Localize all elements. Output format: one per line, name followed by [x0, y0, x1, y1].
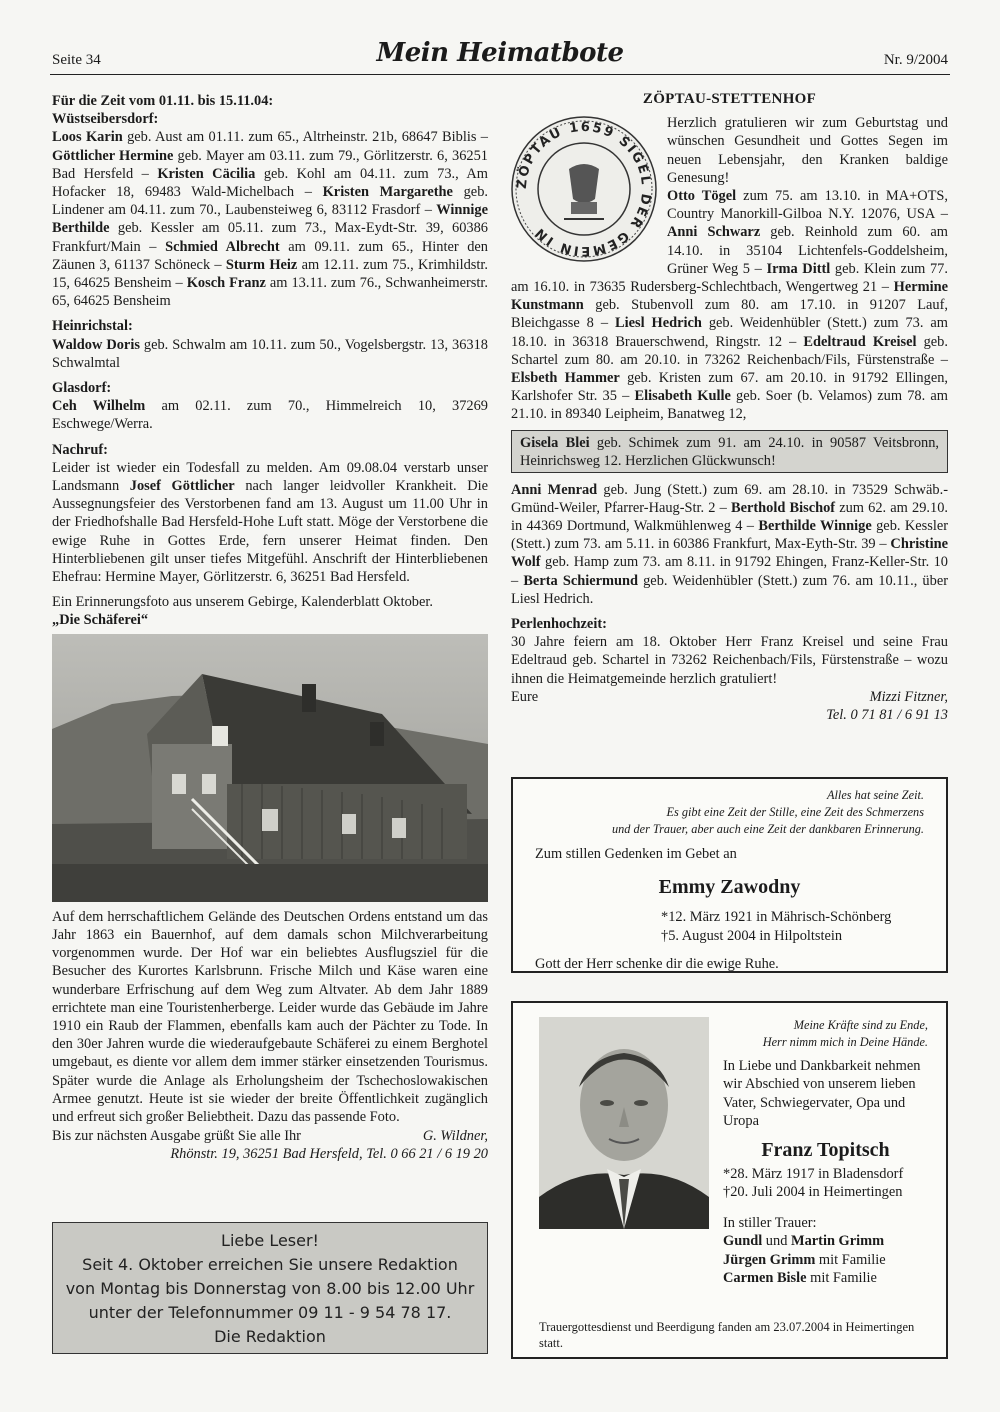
entry-details: geb. Klein zum 77. am 16.10. in 73635 Rudersberg-Schlechtbach, Wengertweg 21 – [511, 260, 948, 296]
notice-line: von Montag bis Donnerstag von 8.00 bis 12.00 Uhr [65, 1279, 475, 1298]
section-heading-glasdorf: Glasdorf: [52, 380, 112, 397]
entry-details: geb. Aust am 01.11. zum 65., Altrheinstr. 21b, 68647 Biblis – [122, 129, 488, 146]
entry-name: Kristen Cäcilia [157, 165, 256, 182]
entry-name: Christine Wolf [511, 536, 948, 571]
seal-lettering: ZÖPTAU 1659 SIGEL DER GEMEIN IN [514, 120, 654, 259]
notice-line: Liebe Leser! [221, 1231, 319, 1250]
entry-details: geb. Weidenhübler (Stett.) zum 73. am 18.10. in 36318 Brauerschwend, Ringstr. 12 – [511, 315, 948, 350]
mourner-row [723, 1269, 928, 1287]
entry-details: am 12.11. zum 75., Krimhildstr. 15, 64625 Bensheim – [52, 256, 488, 292]
closing-word: Eure [511, 688, 539, 705]
mourner-tail: mit Familie [815, 1251, 886, 1268]
birthday-entry-heinrichstal: Waldow Doris geb. Schwalm am 10.11. zum 50., Vogelsbergstr. 13, 36318 Schwalmtal [52, 336, 488, 371]
mourner-names: Carmen Bisle [723, 1270, 807, 1287]
notice-line: unter der Telefonnummer 09 11 - 9 54 78 17. [88, 1303, 452, 1322]
entry-details: geb. Schartel zum 80. am 20.10. in 73262 Reichenbach/Fils, Fürstenstraße – [511, 333, 948, 368]
photo-title: „Die Schäferei“ [52, 612, 149, 629]
perlenhochzeit-text: 30 Jahre feiern am 18. Oktober Herr Franz Kreisel und seine Frau Edeltraud geb. Schartel in 73262 Reichenbach/Fils, Fürstenstraße – wozu ihnen die Heimatgemeinde herzlich gratuliert! [511, 634, 948, 687]
birth-date: *12. März 1921 in Mährisch-Schönberg [661, 909, 892, 925]
entry-details: am 13.11. zum 76., Schwanheimerstr. 65, 64625 Bensheim [52, 275, 488, 310]
header-rule [50, 74, 950, 75]
entry-name: Liesl Hedrich [614, 315, 702, 332]
mourner-names2: Martin Grimm [790, 1233, 885, 1250]
highlight-box: Gisela Blei geb. Schimek zum 91. am 24.10. in 90587 Veitsbronn, Heinrichsweg 12. Herzlichen Glückwunsch! [511, 430, 948, 473]
entry-details: zum 62. am 29.10. in 44369 Dortmund, Walkmühlenweg 4 – [511, 499, 948, 535]
mourners-list [723, 1232, 928, 1287]
obituary-name: Emmy Zawodny [658, 876, 801, 898]
entry-name: Loos Karin [52, 129, 123, 146]
period-heading: Für die Zeit vom 01.11. bis 15.11.04: [52, 93, 274, 109]
obituary-dates [661, 908, 924, 946]
obituary-closing: Gott der Herr schenke dir die ewige Ruhe. [535, 956, 779, 972]
entry-name: Elisabeth Kulle [634, 388, 731, 405]
obituary-franz-topitsch [511, 1001, 948, 1359]
obituary-quote: Alles hat seine Zeit. Es gibt eine Zeit der Stille, eine Zeit des Schmerzens und der Trauer, aber auch eine Zeit der dankbaren Erinnerung. [611, 788, 924, 836]
obituary-emmy-zawodny [511, 777, 948, 973]
entry-details: geb. Jung (Stett.) zum 69. am 28.10. in 73529 Schwäb.-Gmünd-Weiler, Pfarrer-Haug-Str. 2 – [511, 481, 948, 516]
notice-line: Die Redaktion [214, 1327, 326, 1346]
entry-name: Kristen Margarethe [322, 184, 453, 201]
mourning-label: In stiller Trauer: [723, 1214, 817, 1231]
right-column [511, 90, 948, 724]
birthday-entry-glasdorf: Ceh Wilhelm am 02.11. zum 70., Himmelreich 10, 37269 Eschwege/Werra. [52, 398, 488, 433]
signer-name-right: Mizzi Fitzner, [869, 688, 948, 705]
mourner-names: Jürgen Grimm [723, 1251, 816, 1268]
photo-schaeferei [52, 634, 488, 902]
entry-name: Kosch Franz [186, 275, 266, 292]
death-date: †5. August 2004 in Hilpoltstein [661, 928, 843, 944]
town-seal [509, 114, 661, 274]
entry-name: Berta Schiermund [523, 572, 638, 589]
obituary-intro: Zum stillen Gedenken im Gebet an [535, 846, 737, 862]
entry-name: Irma Dittl [766, 260, 831, 277]
entry-details: zum 75. am 13.10. in MA+OTS, Country Manorkill-Gilboa N.Y. 12076, USA – [667, 188, 948, 223]
portrait-photo [539, 1017, 709, 1229]
left-column [52, 92, 488, 1164]
obituary-text: In Liebe und Dankbarkeit nehmen wir Abschied von unserem lieben Vater, Schwiegervater, Opa und Uropa [723, 1058, 921, 1130]
photo-schaeferei-image [52, 634, 488, 902]
greeting: Bis zur nächsten Ausgabe grüßt Sie alle Ihr [52, 1128, 301, 1145]
entry-name: Göttlicher Hermine [52, 147, 174, 164]
signer-tel: Tel. 0 71 81 / 6 91 13 [826, 707, 948, 724]
entry-name: Elsbeth Hammer [511, 370, 620, 387]
mourner-tail: mit Familie [806, 1270, 877, 1287]
entry-details: am 09.11. zum 65., Hinter den Zäunen 3, 61137 Schöneck – [52, 238, 489, 273]
nachruf-text: Leider ist wieder ein Todesfall zu melden. Am 09.08.04 verstarb unser Landsmann Josef Göttlicher nach langer leidvoller Krankheit. Die Aussegnungsfeier des Verstorbenen fand am 13. August um 11.00 Uhr in der Friedhofshalle Bad Hersfeld-Hohe Luft statt. Möge der Verstorbene die ewige Ruhe in Gottes Erde, fern unserer Heimat finden. Den Hinterbliebenen gilt unser tiefes Mitgefühl. Anschrift der Hinterbliebenen Ehefrau: Hermine Mayer, Görlitzerstr. 6, 36251 Bad Hersfeld. [52, 459, 488, 586]
entry-name: Anni Schwarz [667, 224, 761, 241]
intro-text: Herzlich gratulieren wir zum Geburtstag und wünschen Gesundheit und Gottes Segen im neuen Lebensjahr, den Kranken baldige Genesung! [667, 115, 948, 186]
section-heading-heinrichstal: Heinrichstal: [52, 318, 133, 335]
signer-address: Rhönstr. 19, 36251 Bad Hersfeld, Tel. 0 66 21 / 6 19 20 [170, 1146, 488, 1163]
entry-details: geb. Soer (b. Velamos) zum 78. am 21.10. in 89340 Leipheim, Banatweg 12, [511, 388, 948, 423]
mourner-mid: und [762, 1233, 791, 1250]
town-seal-emblem [509, 114, 659, 264]
entry-name: Sturm Heiz [225, 256, 298, 273]
obituary-2-text [723, 1017, 928, 1287]
signature-row [52, 1127, 488, 1145]
birthday-list-zoeptau-2 [511, 481, 948, 608]
entry-details: geb. Hamp zum 73. am 8.11. in 91792 Ehingen, Franz-Keller-Str. 10 – [511, 554, 948, 589]
masthead-logo: Mein Heimatbote [376, 38, 624, 68]
section-heading-nachruf: Nachruf: [52, 441, 108, 458]
entry-name: Schmied Albrecht [165, 238, 280, 255]
signature-row-right [511, 688, 948, 706]
entry-details: geb. Reinhold zum 60. am 14.10. in 35104 Lichtenfels-Goddelsheim, Grüner Weg 5 – [667, 224, 948, 277]
entry-name: Otto Tögel [667, 188, 737, 205]
mourner-row [723, 1232, 928, 1250]
section-title-zoeptau: ZÖPTAU-STETTENHOF [642, 91, 817, 107]
death-date-2: †20. Juli 2004 in Heimertingen [723, 1184, 903, 1201]
entry-details: geb. Kristen zum 67. am 20.10. in 91792 Ellingen, Karlshofer Str. 35 – [511, 370, 948, 405]
mourner-row [723, 1251, 928, 1269]
entry-name: Berthold Bischof [730, 499, 836, 516]
entry-details: geb. Stubenvoll zum 80. am 17.10. in 91207 Lauf, Bleichgasse 8 – [511, 297, 948, 332]
entry-details: geb. Kessler am 05.11. zum 73., Max-Eydt-Str. 39, 60386 Frankfurt/Main – [52, 220, 488, 255]
birth-date-2: *28. März 1917 in Bladensdorf [723, 1166, 904, 1183]
entry-details: geb. Lindener am 04.11. zum 70., Laubensteiweg 6, 83112 Frasdorf – [52, 184, 488, 219]
notice-line: Seit 4. Oktober erreichen Sie unsere Redaktion [82, 1255, 458, 1274]
entry-name: Berthilde Winnige [758, 518, 872, 535]
entry-name: Winnige Berthilde [52, 202, 488, 237]
obituary-quote-2: Meine Kräfte sind zu Ende, Herr nimm mich in Deine Hände. [762, 1018, 928, 1049]
entry-details: geb. Mayer am 03.11. zum 79., Görlitzerstr. 6, 36251 Bad Hersfeld – [52, 147, 488, 182]
page-number: Seite 34 [52, 52, 101, 68]
entry-details: geb. Weidenhübler (Stett.) zum 76. am 10.11., über Liesl Hedrich. [511, 572, 948, 607]
entry-name: Edeltraud Kreisel [803, 333, 917, 350]
entry-details: geb. Kohl am 04.11. zum 73., Am Hofacker 18, 69483 Wald-Michelbach – [52, 165, 488, 201]
editorial-notice [52, 1222, 488, 1354]
obituary-name-2: Franz Topitsch [761, 1138, 890, 1161]
signer-name: G. Wildner, [422, 1128, 488, 1145]
funeral-note: Trauergottesdienst und Beerdigung fanden am 23.07.2004 in Heimertingen statt. [539, 1320, 915, 1350]
entry-details: geb. Kessler (Stett.) zum 73. am 5.11. in 60386 Frankfurt, Max-Eyth-Str. 39 – [511, 518, 949, 553]
article-text: Auf dem herrschaftlichem Gelände des Deutschen Ordens entstand um das Jahr 1863 ein Bauernhof, auf dem damals schon Milchverarbeitung vorgenommen wurde. Der Hof war ein beliebtes Ausflugsziel für die Besucher des Kurortes Karlsbrunn. Frische Milch und Käse waren eine wunderbare Erfrischung auf dem Weg zum Altvater. Ab dem Jahr 1889 errichtete man eine Touristenherberge. Leider wurde das Gebäude im Jahre 1910 ein Raub der Flammen, ebenfalls kam auch der Pächter zu Tode. In den 30er Jahren wurde die wiederaufgebaute Schäferei zu einem Berghotel umgebaut, es diente vor allem dem immer stärker einsetzenden Tourismus. Später wurde die Anlage als Erholungsheim der Tschechoslowakischen Armee genutzt. Heute ist sie wieder der breite Öffentlichkeit zugänglich und erfreut sich großer Beliebtheit. Dazu das passende Foto. [52, 908, 488, 1125]
section-heading-wuestseibersdorf: Wüstseibersdorf: [52, 111, 159, 128]
entry-name: Hermine Kunstmann [511, 279, 948, 314]
portrait-image [539, 1017, 709, 1229]
birthday-list-wuestseibersdorf [52, 128, 488, 310]
section-heading-perlenhochzeit: Perlenhochzeit: [511, 616, 607, 633]
issue-number: Nr. 9/2004 [883, 52, 948, 68]
entry-name: Anni Menrad [511, 481, 598, 498]
mourner-names: Gundl [723, 1233, 763, 1250]
photo-intro: Ein Erinnerungsfoto aus unserem Gebirge, Kalenderblatt Oktober. [52, 594, 433, 611]
